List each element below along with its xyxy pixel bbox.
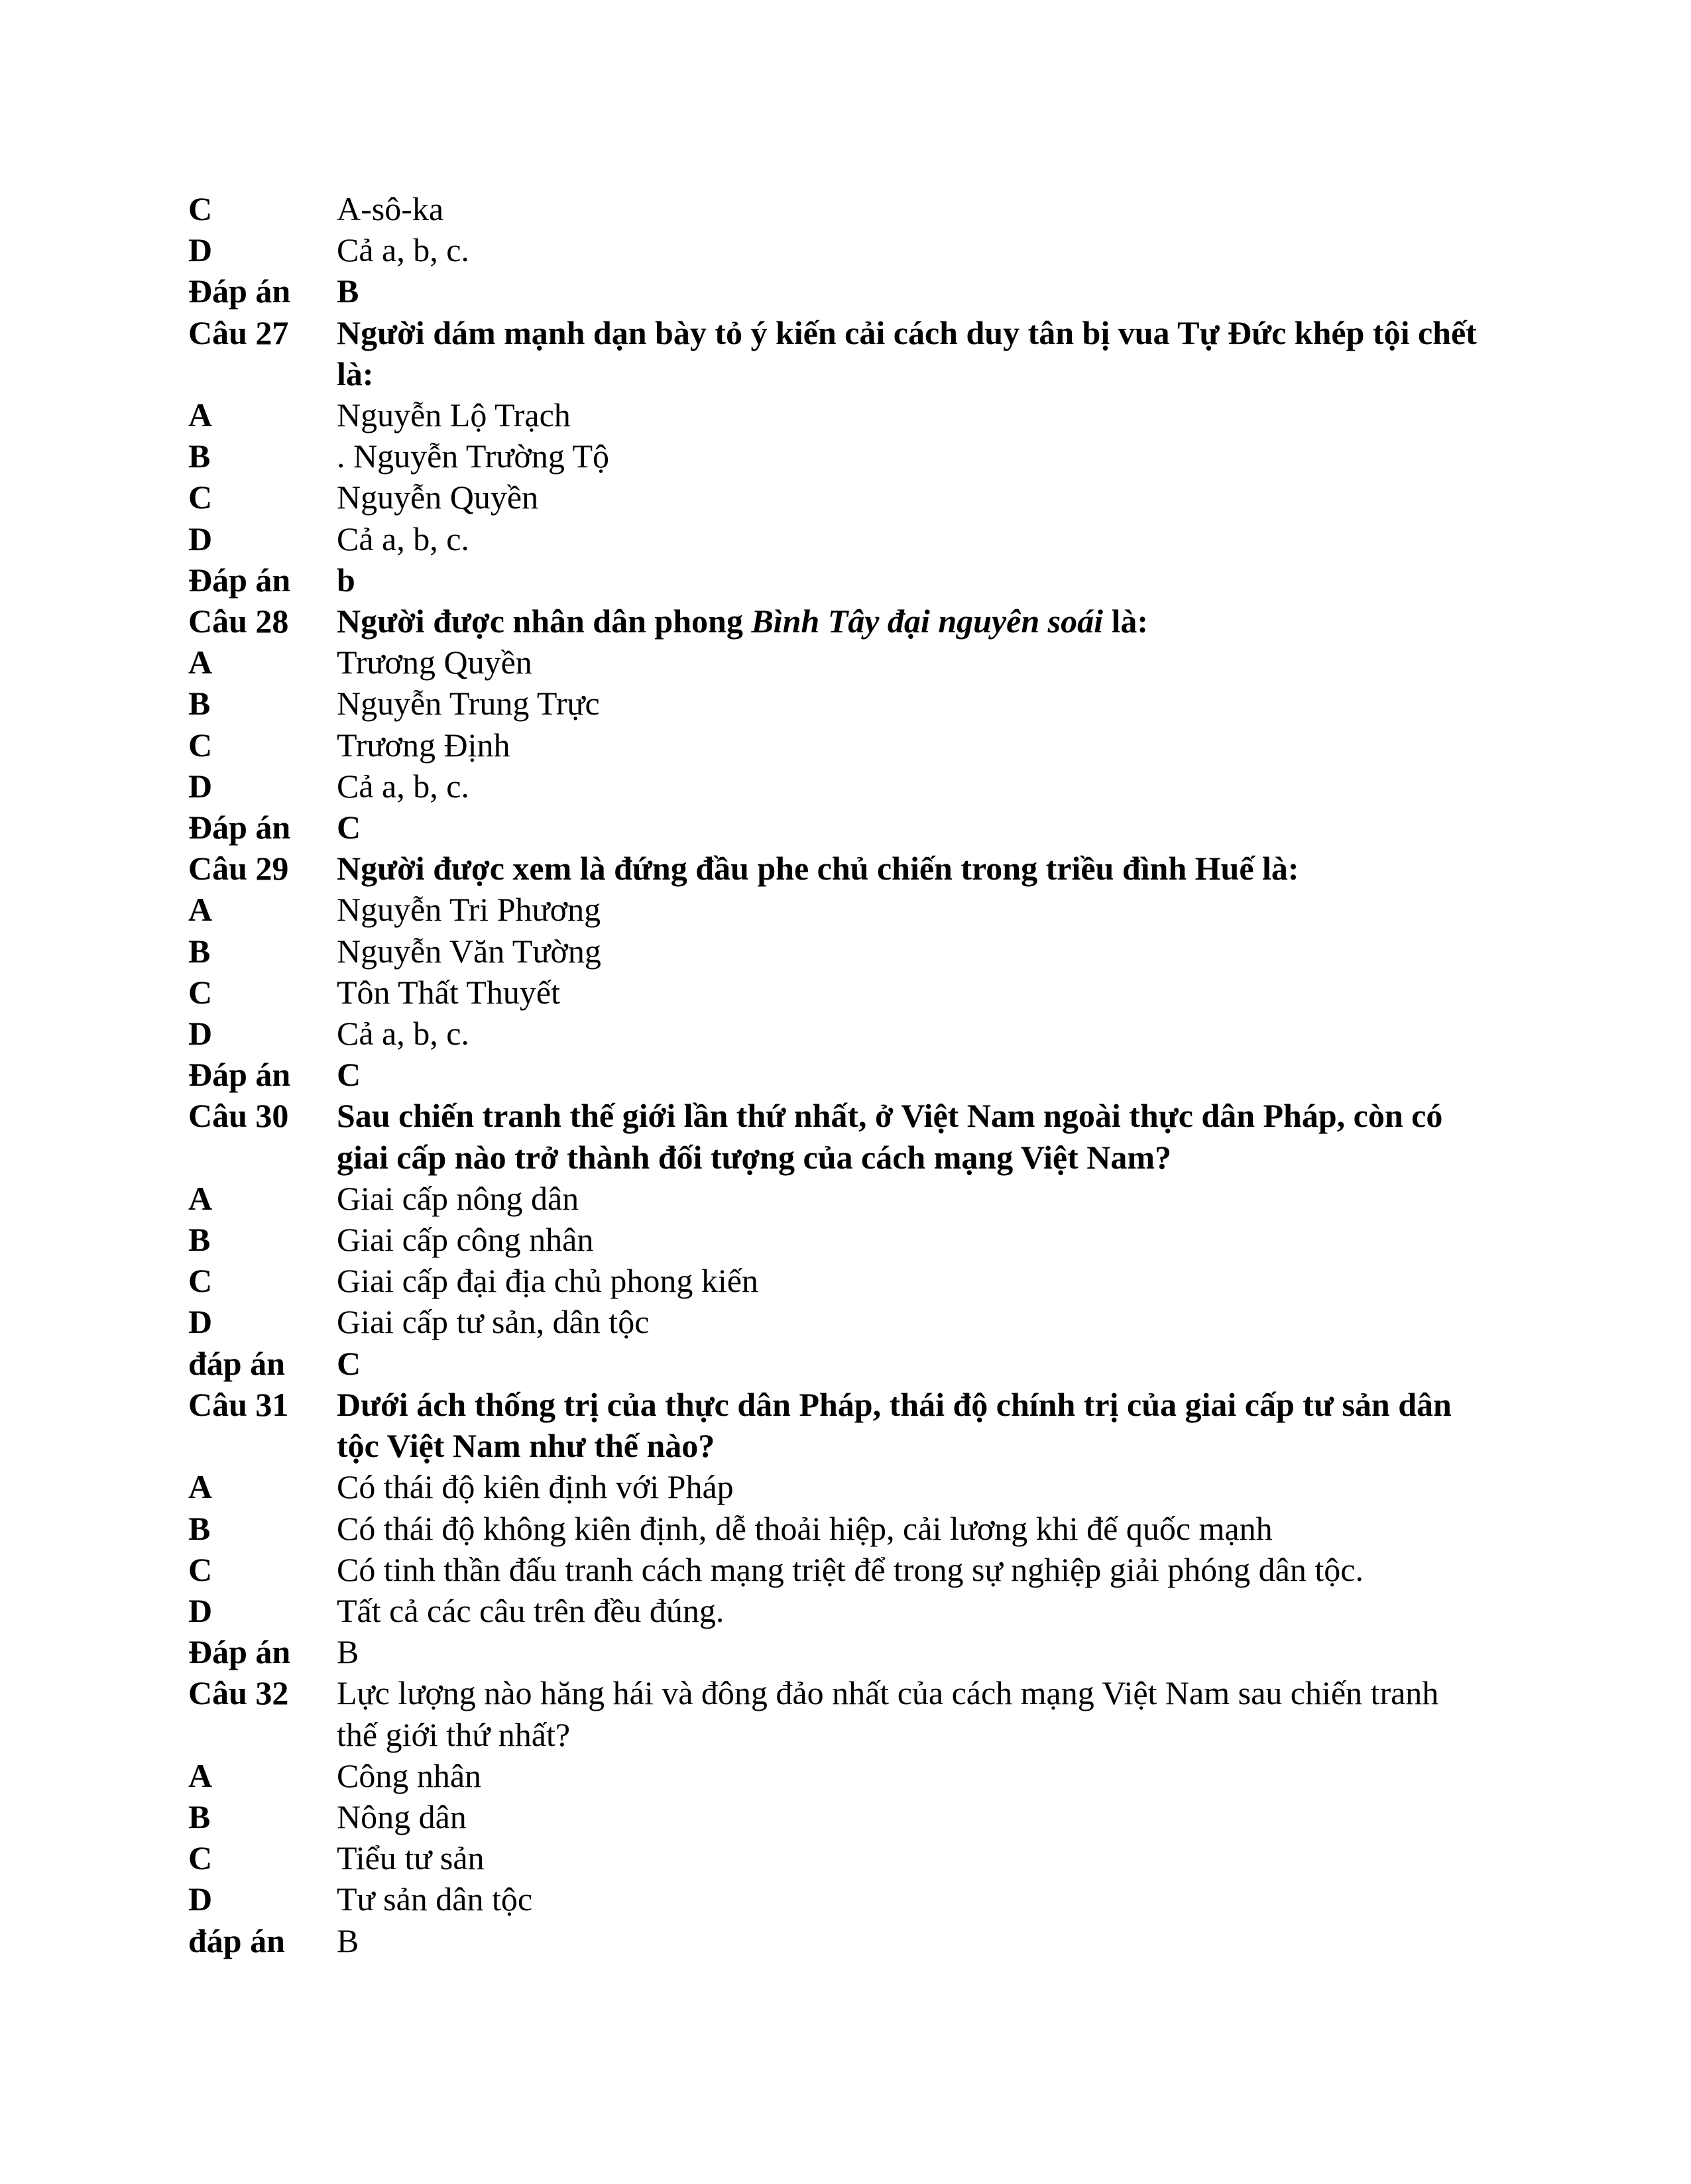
row-text: Có thái độ kiên định với Pháp [337,1468,734,1506]
question-row [188,1301,1481,1342]
question-row [188,518,1481,559]
row-text: Nguyễn Tri Phương [337,891,601,929]
question-row [188,1878,1481,1920]
row-text: Giai cấp tư sản, dân tộc [337,1303,650,1341]
row-text: B [337,1922,359,1959]
text-segment: là: [1102,603,1149,640]
row-text: B [337,272,359,310]
row-text: Có tinh thần đấu tranh cách mạng triệt để trong sự nghiệp giải phóng dân tộc. [337,1550,1364,1588]
question-row [188,1178,1481,1219]
row-text: b [337,561,355,599]
row-label: C [188,973,213,1011]
row-label: D [188,767,213,805]
question-row [188,559,1481,601]
row-label: B [188,1221,211,1259]
row-label: B [188,685,211,722]
question-row [188,435,1481,477]
row-text: Giai cấp đại địa chủ phong kiến [337,1262,758,1300]
row-text: Nguyễn Trung Trực [337,685,600,722]
row-label: A [188,396,213,434]
question-row [188,1631,1481,1672]
row-label: B [188,437,211,475]
row-label: C [188,190,213,227]
row-text: C [337,1344,361,1382]
row-text: B [337,1633,359,1671]
row-text: Người dám mạnh dạn bày tỏ ý kiến cải cách duy tân bị vua Tự Đức khép tội chết là: [337,314,1477,392]
row-text: Trương Định [337,726,510,764]
row-text: Giai cấp nông dân [337,1179,579,1217]
row-label: C [188,726,213,764]
row-text: Công nhân [337,1756,482,1794]
question-row [188,188,1481,229]
row-label: Đáp án [188,1056,291,1094]
row-label: Câu 32 [188,1674,289,1712]
question-row [188,1672,1481,1754]
row-text: Tư sản dân tộc [337,1880,533,1918]
row-text: Giai cấp công nhân [337,1221,594,1259]
question-row [188,1054,1481,1095]
question-row [188,394,1481,435]
text-segment: Người được nhân dân phong [337,603,752,640]
question-row [188,766,1481,807]
row-label: A [188,1468,213,1506]
question-row [188,972,1481,1013]
row-text [337,601,1481,642]
row-label: Câu 28 [188,603,289,640]
row-text: Cả a, b, c. [337,1015,469,1053]
row-label: A [188,891,213,929]
row-label: D [188,1015,213,1053]
question-row [188,1508,1481,1549]
row-text: . Nguyễn Trường Tộ [337,437,610,475]
row-text: A-sô-ka [337,190,444,227]
question-row [188,1343,1481,1384]
italic-phrase: Bình Tây đại nguyên soái [751,603,1103,640]
question-row [188,1920,1481,1961]
row-label: Câu 29 [188,850,289,888]
row-text: Nguyễn Quyền [337,479,539,516]
row-label: B [188,932,211,970]
row-text: Dưới ách thống trị của thực dân Pháp, thái độ chính trị của giai cấp tư sản dân tộc Việt Nam như thế nào? [337,1385,1452,1465]
question-row [188,1384,1481,1466]
row-label: B [188,1509,211,1547]
row-label: D [188,1303,213,1341]
row-label: đáp án [188,1922,285,1959]
question-row [188,642,1481,683]
question-row [188,1466,1481,1507]
row-label: D [188,1591,213,1629]
question-row [188,1219,1481,1260]
row-label: C [188,1262,213,1300]
row-label: D [188,1880,213,1918]
row-label: A [188,1756,213,1794]
document-page [188,188,1481,1961]
row-text: C [337,1056,361,1094]
question-row [188,724,1481,766]
question-row [188,270,1481,312]
row-label: C [188,479,213,516]
question-row [188,889,1481,930]
question-row [188,848,1481,889]
row-text: Tôn Thất Thuyết [337,973,560,1011]
question-row [188,1095,1481,1177]
row-text: C [337,809,361,846]
row-label: Đáp án [188,809,291,846]
row-label: B [188,1798,211,1835]
question-row [188,931,1481,972]
question-row [188,1549,1481,1590]
question-row [188,477,1481,518]
row-text: Cả a, b, c. [337,520,469,557]
question-row [188,229,1481,270]
question-row [188,1590,1481,1631]
row-label: C [188,1550,213,1588]
question-row [188,601,1481,642]
row-label: Đáp án [188,272,291,310]
row-text: Tiểu tư sản [337,1839,485,1877]
row-label: Câu 27 [188,314,289,351]
question-row [188,807,1481,848]
question-row [188,683,1481,724]
question-row [188,1755,1481,1796]
row-text: Cả a, b, c. [337,231,469,269]
row-text: Tất cả các câu trên đều đúng. [337,1591,725,1629]
row-label: D [188,231,213,269]
row-text: Nguyễn Lộ Trạch [337,396,571,434]
row-label: Câu 31 [188,1385,289,1423]
row-text: Người được xem là đứng đầu phe chủ chiến trong triều đình Huế là: [337,850,1299,888]
row-label: A [188,644,213,681]
row-text: Trương Quyền [337,644,532,681]
row-text: Nông dân [337,1798,467,1835]
row-label: Đáp án [188,1633,291,1671]
row-text: Sau chiến tranh thế giới lần thứ nhất, ở Việt Nam ngoài thực dân Pháp, còn có giai cấp nào trở thành đối tượng của cách mạng Việt Nam? [337,1097,1443,1176]
question-row [188,312,1481,394]
row-label: đáp án [188,1344,285,1382]
row-label: D [188,520,213,557]
row-text: Nguyễn Văn Tường [337,932,601,970]
row-label: Đáp án [188,561,291,599]
question-row [188,1013,1481,1054]
row-label: Câu 30 [188,1097,289,1135]
row-text: Lực lượng nào hăng hái và đông đảo nhất của cách mạng Việt Nam sau chiến tranh thế giới thứ nhất? [337,1674,1439,1753]
row-text: Cả a, b, c. [337,767,469,805]
row-label: A [188,1179,213,1217]
row-text: Có thái độ không kiên định, dễ thoải hiệp, cải lương khi đế quốc mạnh [337,1509,1273,1547]
question-row [188,1837,1481,1878]
row-label: C [188,1839,213,1877]
question-row [188,1260,1481,1301]
question-row [188,1796,1481,1837]
